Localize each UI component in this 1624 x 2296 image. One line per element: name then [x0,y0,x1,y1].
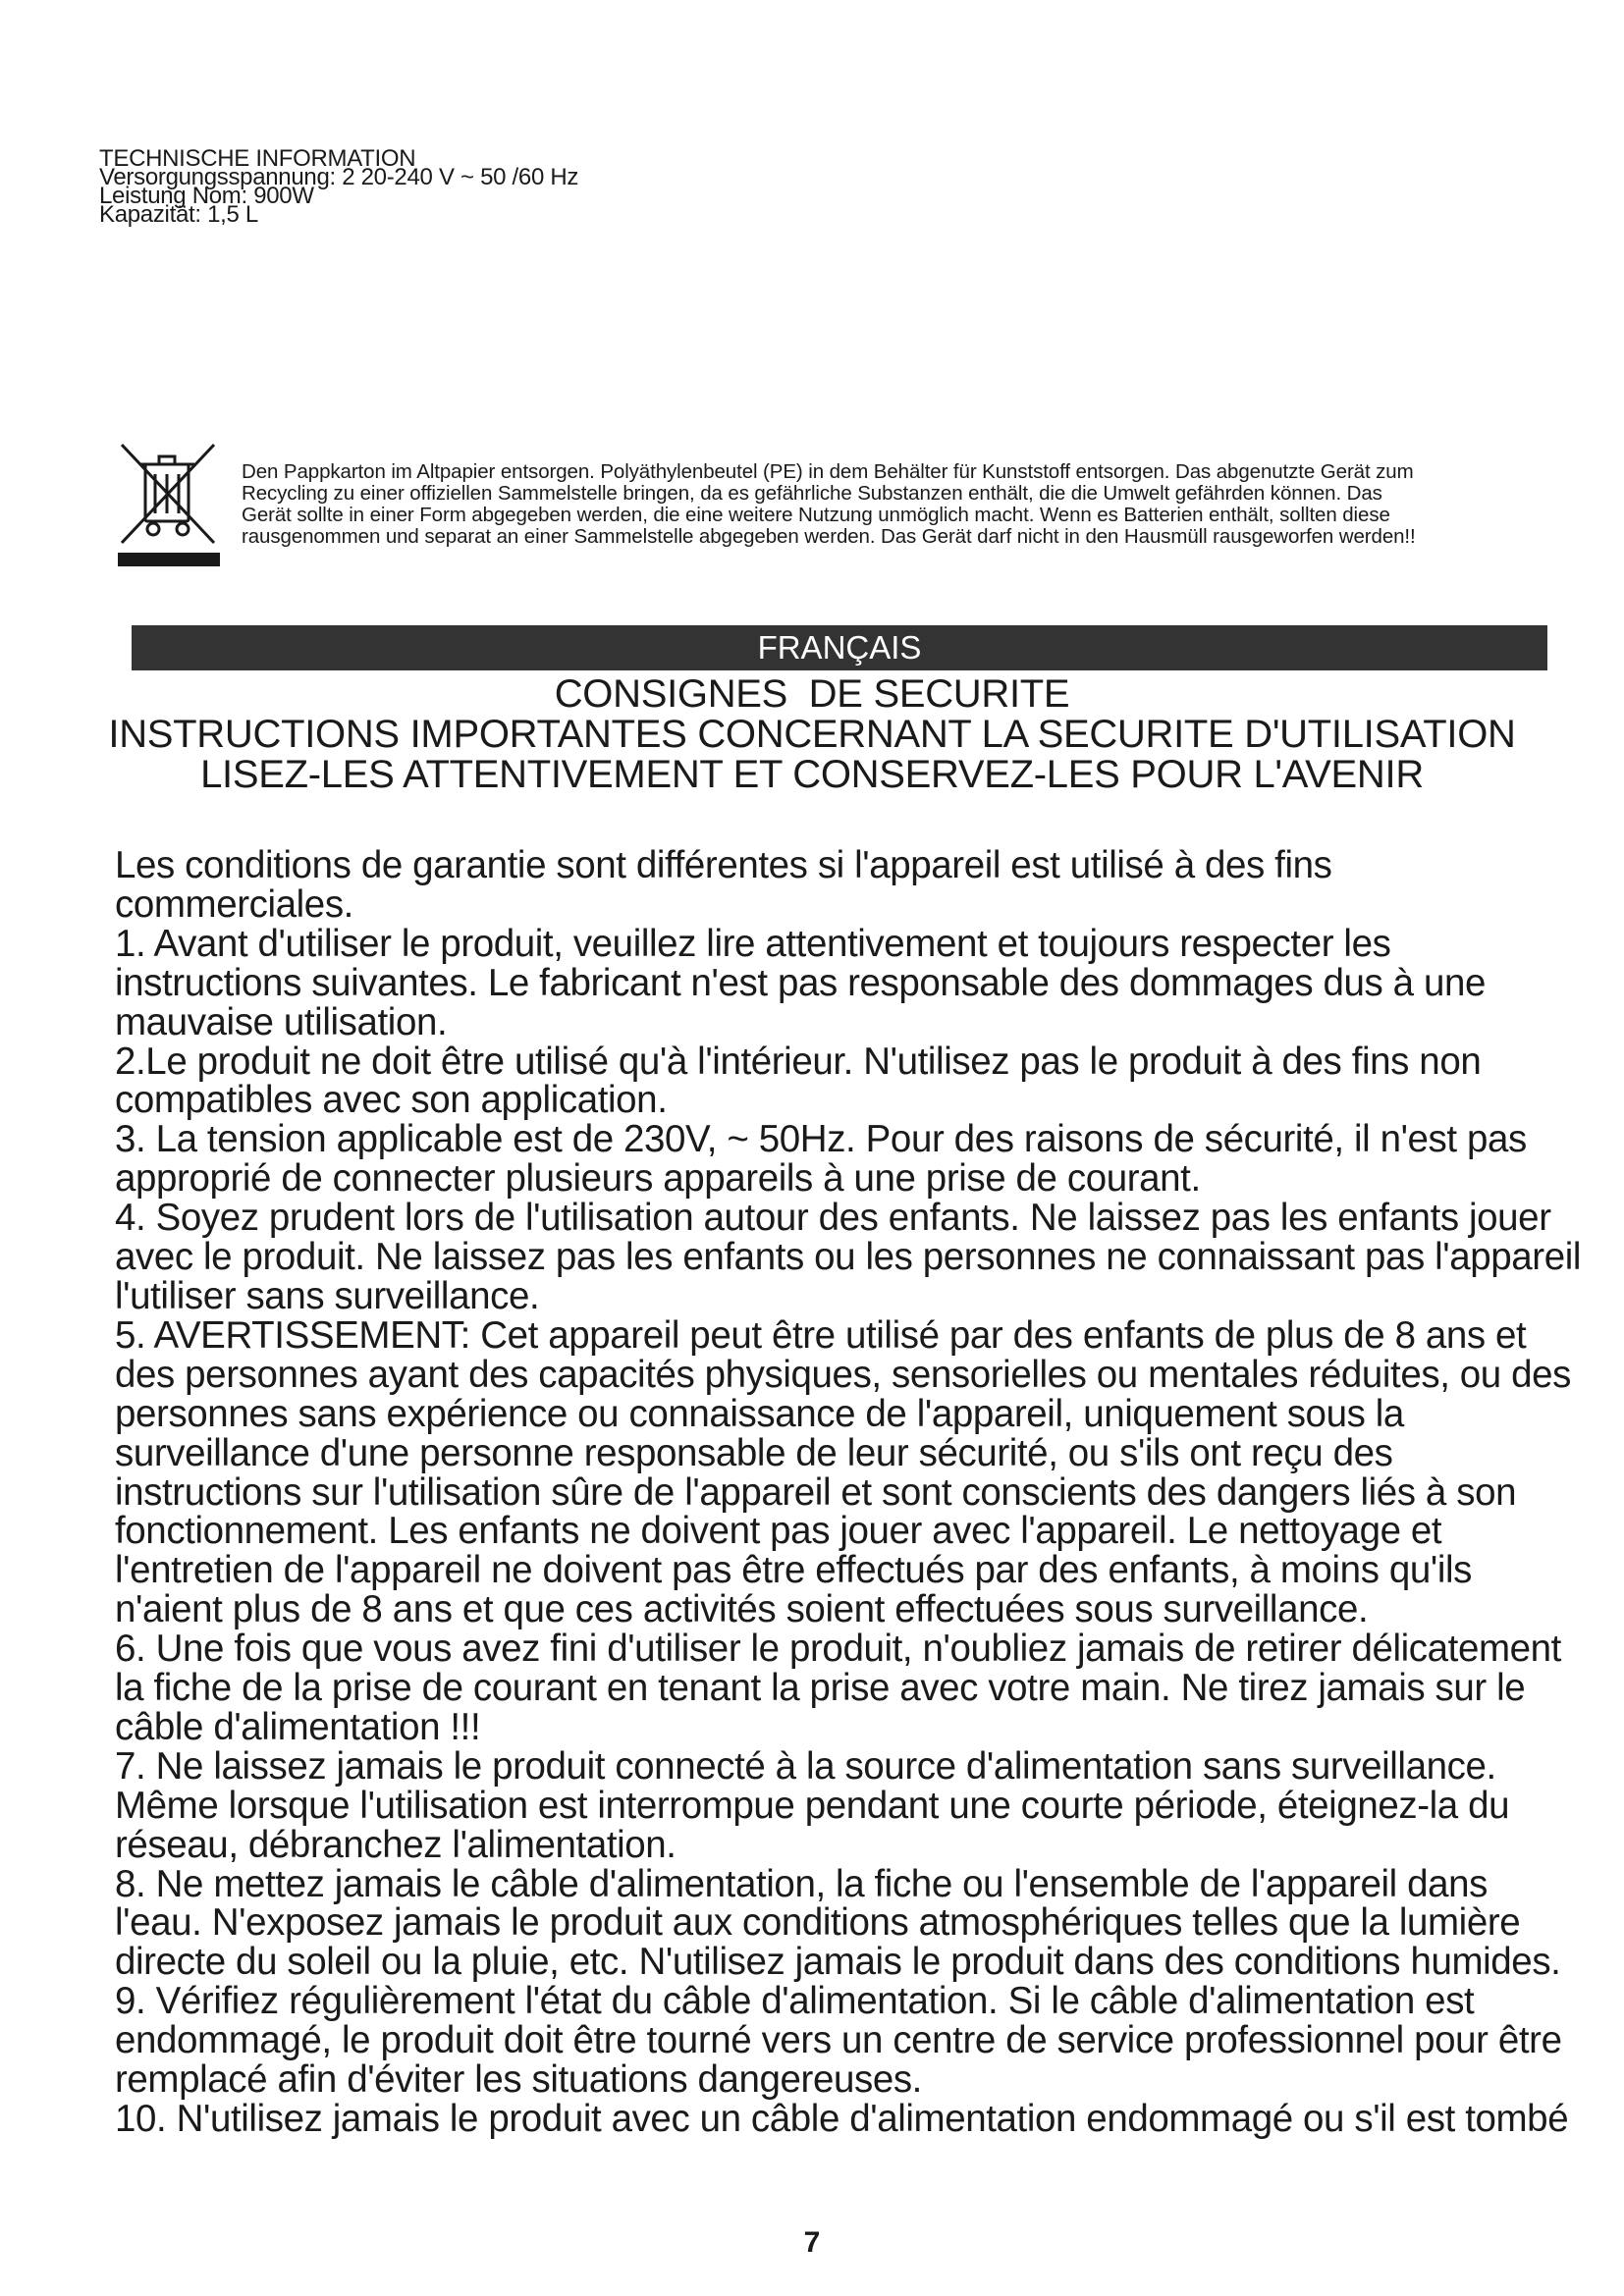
disposal-notice-line: Gerät sollte in einer Form abgegeben werden, die eine weitere Nutzung unmöglich macht. Wenn es Batterien enthält, sollten diese [242,504,1390,526]
body-line: 10. N'utilisez jamais le produit avec un câble d'alimentation endommagé ou s'il est tombé [115,2098,1569,2140]
technical-info-power: Leistung Nom: 900W [99,183,314,209]
body-line: instructions sur l'utilisation sûre de l'appareil et sont conscients des dangers liés à son [115,1470,1517,1514]
body-line: 5. AVERTISSEMENT: Cet appareil peut être utilisé par des enfants de plus de 8 ans et [115,1313,1527,1357]
safety-instructions-body [115,844,1582,2140]
technical-info-voltage: Versorgungsspannung: 2 20-240 V ~ 50 /60 Hz [99,164,579,190]
body-line: l'entretien de l'appareil ne doivent pas être effectués par des enfants, à moins qu'ils [115,1549,1472,1592]
body-line: 2.Le produit ne doit être utilisé qu'à l'intérieur. N'utilisez pas le produit à des fins non [115,1040,1482,1083]
disposal-notice-line: Recycling zu einer offiziellen Sammelstelle bringen, da es gefährliche Substanzen enthält, die die Umwelt gefährden können. Das [242,482,1382,505]
body-line: 4. Soyez prudent lors de l'utilisation autour des enfants. Ne laissez pas les enfants jouer [115,1197,1551,1240]
body-line: Même lorsque l'utilisation est interrompue pendant une courte période, éteignez-la du [115,1784,1510,1827]
crossed-out-wheelie-bin-icon [116,439,222,568]
body-line: câble d'alimentation !!! [115,1705,481,1748]
body-line: l'eau. N'exposez jamais le produit aux conditions atmosphériques telles que la lumière [115,1901,1521,1945]
disposal-notice-line: Den Pappkarton im Altpapier entsorgen. Polyäthylenbeutel (PE) in dem Behälter für Kunststoff entsorgen. Das abgenutzte Gerät zum [242,460,1414,483]
body-line: l'utiliser sans surveillance. [115,1274,540,1317]
technical-info-capacity: Kapazität: 1,5 L [99,201,258,228]
disposal-notice-line: rausgenommen und separat an einer Sammelstelle abgegeben werden. Das Gerät darf nicht in den Hausmüll rausgeworfen werden!! [242,525,1416,548]
heading-safety-instructions: CONSIGNES DE SECURITE [554,672,1070,716]
body-line: commerciales. [115,882,353,926]
body-line: compatibles avec son application. [115,1079,668,1122]
body-line: surveillance d'une personne responsable de leur sécurité, ou s'ils ont reçu des [115,1431,1393,1474]
body-line: réseau, débranchez l'alimentation. [115,1823,677,1866]
body-line: Les conditions de garantie sont différentes si l'appareil est utilisé à des fins [115,844,1332,886]
body-line: 1. Avant d'utiliser le produit, veuillez lire attentivement et toujours respecter les [115,922,1391,965]
technical-info-block [99,145,786,228]
disposal-notice [242,461,1518,548]
heading-read-carefully: LISEZ-LES ATTENTIVEMENT ET CONSERVEZ-LES POUR L'AVENIR [200,753,1424,796]
body-line: 7. Ne laissez jamais le produit connecté à la source d'alimentation sans surveillance. [115,1744,1496,1788]
body-line: 9. Vérifiez régulièrement l'état du câble d'alimentation. Si le câble d'alimentation est [115,1980,1475,2023]
technical-info-title: TECHNISCHE INFORMATION [99,145,416,172]
body-line: la fiche de la prise de courant en tenant la prise avec votre main. Ne tirez jamais sur le [115,1667,1526,1710]
body-line: fonctionnement. Les enfants ne doivent pas jouer avec l'appareil. Le nettoyage et [115,1510,1442,1553]
body-line: approprié de connecter plusieurs appareils à une prise de courant. [115,1157,1201,1201]
body-line: mauvaise utilisation. [115,1000,448,1043]
body-line: endommagé, le produit doit être tourné vers un centre de service professionnel pour être [115,2019,1562,2062]
body-line: remplacé afin d'éviter les situations dangereuses. [115,2058,922,2102]
body-line: personnes sans expérience ou connaissance de l'appareil, uniquement sous la [115,1392,1404,1435]
body-line: avec le produit. Ne laissez pas les enfants ou les personnes ne connaissant pas l'appareil [115,1236,1582,1279]
safety-headings [0,674,1624,795]
body-line: 3. La tension applicable est de 230V, ~ 50Hz. Pour des raisons de sécurité, il n'est pas [115,1118,1527,1161]
body-line: directe du soleil ou la pluie, etc. N'utilisez jamais le produit dans des conditions humides. [115,1941,1561,1984]
heading-important-instructions: INSTRUCTIONS IMPORTANTES CONCERNANT LA SECURITE D'UTILISATION [108,713,1516,756]
body-line: 8. Ne mettez jamais le câble d'alimentation, la fiche ou l'ensemble de l'appareil dans [115,1862,1488,1905]
page-number: 7 [803,2226,821,2259]
body-line: 6. Une fois que vous avez fini d'utiliser le produit, n'oubliez jamais de retirer délicatement [115,1628,1561,1671]
body-line: instructions suivantes. Le fabricant n'est pas responsable des dommages dus à une [115,961,1487,1004]
body-line: n'aient plus de 8 ans et que ces activités soient effectuées sous surveillance. [115,1588,1369,1631]
language-section-bar: FRANÇAIS [132,625,1547,670]
body-line: des personnes ayant des capacités physiques, sensorielles ou mentales réduites, ou des [115,1353,1571,1396]
